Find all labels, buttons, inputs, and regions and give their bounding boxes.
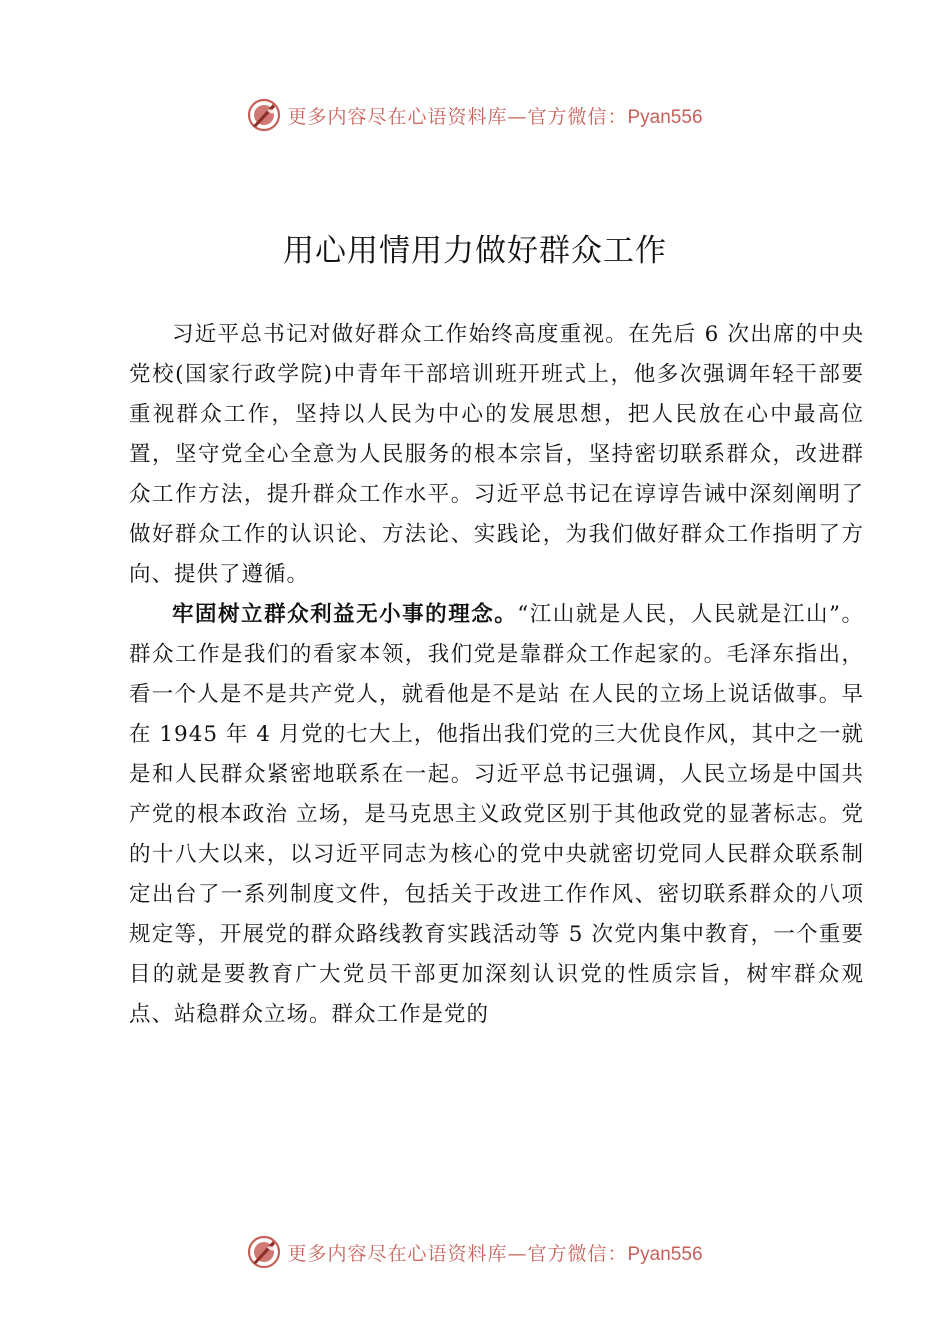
footer-banner (0, 1232, 950, 1272)
paragraph-2 (129, 595, 864, 1035)
quill-logo-icon (247, 98, 281, 132)
footer-wechat-id: Pyan556 (627, 1243, 703, 1265)
paragraph-2-text: “江山就是人民，人民就是江山”。群众工作是我们的看家本领，我们党是靠群众工作起家的。毛泽东指出，看一个人是不是共产党人，就看他是不是站 在人民的立场上说话做事。早在 1945 年 4 月党的七大上，他指出我们党的三大优良作风，其中之一就是和人民群众紧密地联系在一起。习近平总书记强调，人民立场是中国共产党的根本政治 立场，是马克思主义政党区别于其他政党的显著标志。党的十八大以来，以习近平同志为核心的党中央就密切党同人民群众联系制定出台了一系列制度文件，包括关于改进工作作风、密切联系群众的八项规定等，开展党的群众路线教育实践活动等 5 次党内集中教育，一个重要目的就是要教育广大党员干部更加深刻认识党的性质宗旨，树牢群众观点、站稳群众立场。群众工作是党的 (129, 602, 864, 1027)
paragraph-1 (129, 315, 864, 595)
header-banner (0, 95, 950, 135)
quill-logo-icon (247, 1235, 281, 1269)
header-wechat-id: Pyan556 (627, 106, 703, 128)
article-body (129, 315, 864, 1035)
paragraph-1-text: 习近平总书记对做好群众工作始终高度重视。在先后 6 次出席的中央党校(国家行政学院)中青年干部培训班开班式上，他多次强调年轻干部要重视群众工作，坚持以人民为中心的发展思想，把人民放在心中最高位置，坚守党全心全意为人民服务的根本宗旨，坚持密切联系群众，改进群众工作方法，提升群众工作水平。习近平总书记在谆谆告诫中深刻阐明了做好群众工作的认识论、方法论、实践论，为我们做好群众工作指明了方向、提供了遵循。 (129, 322, 864, 587)
footer-banner-text: 更多内容尽在心语资料库—官方微信： (287, 1242, 628, 1265)
header-banner-text: 更多内容尽在心语资料库—官方微信： (287, 105, 628, 128)
paragraph-2-lead: 牢固树立群众利益无小事的理念。 (172, 602, 518, 627)
page-title: 用心用情用力做好群众工作 (283, 233, 667, 269)
